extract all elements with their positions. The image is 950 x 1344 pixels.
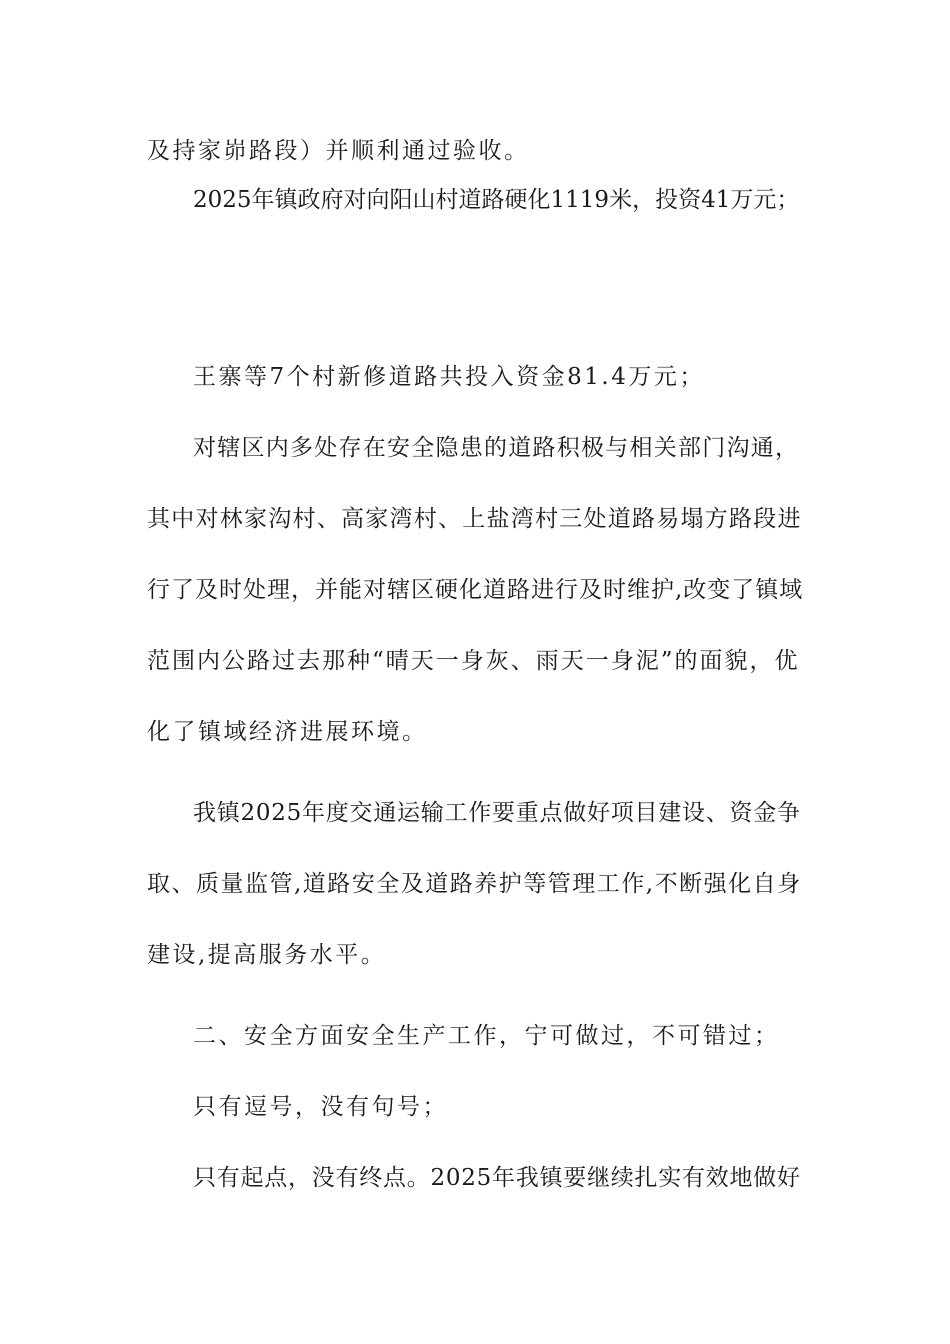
text-line: 对辖区内多处存在安全隐患的道路积极与相关部门沟通， [193,435,800,461]
text-line: 我镇2025年度交通运输工作要重点做好项目建设、资金争 [193,800,801,826]
text-line: 王寨等7个村新修道路共投入资金81.4万元； [193,364,705,390]
text-line: 只有起点，没有终点。2025年我镇要继续扎实有效地做好 [193,1165,801,1191]
text-line: 范围内公路过去那种“晴天一身灰、雨天一身泥”的面貌，优 [147,648,800,674]
text-line: 其中对林家沟村、高家湾村、上盐湾村三处道路易塌方路段进 [147,506,802,532]
text-line: 二、安全方面安全生产工作，宁可做过，不可错过； [193,1023,780,1049]
text-line: 及持家峁路段）并顺利通过验收。 [147,138,530,164]
text-line: 2025年镇政府对向阳山村道路硬化1119米，投资41万元； [193,187,800,213]
text-line: 化了镇域经济进展环境。 [147,719,428,745]
text-line: 建设,提高服务水平。 [147,942,387,968]
text-line: 只有逗号，没有句号； [193,1094,448,1120]
text-line: 取、质量监管,道路安全及道路养护等管理工作,不断强化自身 [147,871,802,897]
text-line: 行了及时处理，并能对辖区硬化道路进行及时维护,改变了镇域 [147,577,804,603]
